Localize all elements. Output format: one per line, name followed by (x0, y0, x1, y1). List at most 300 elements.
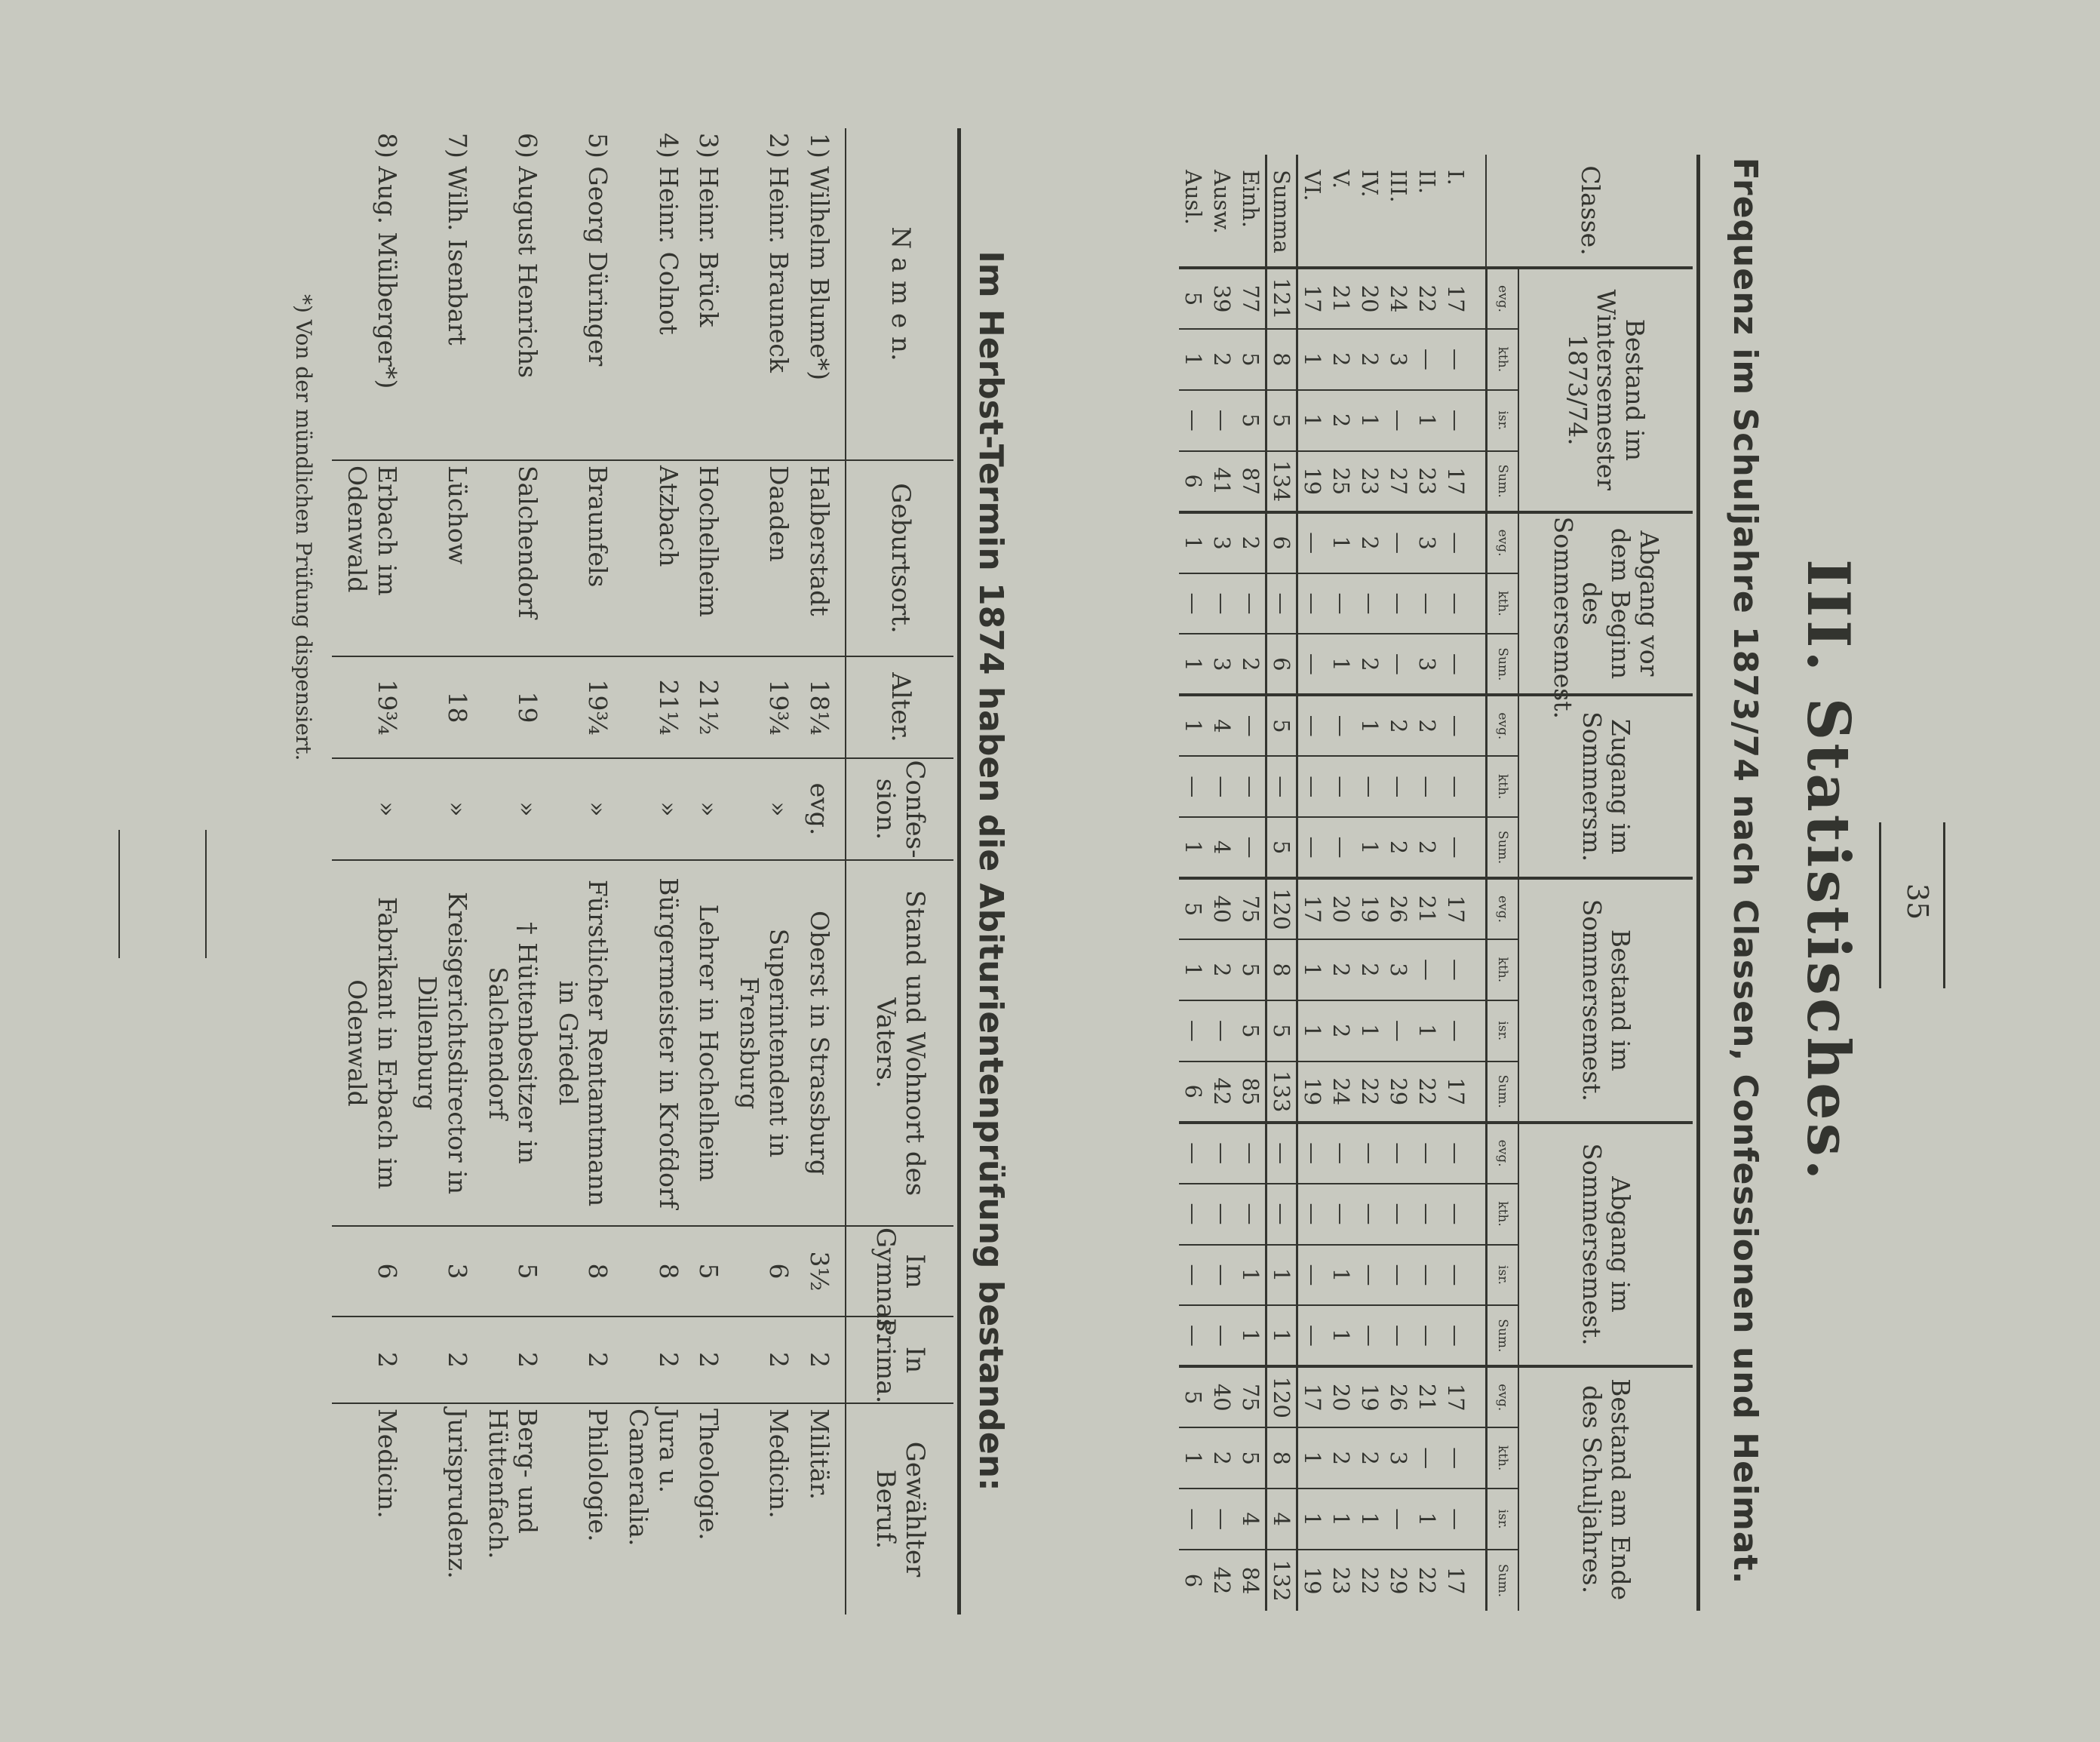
table-cell: — (1355, 1245, 1384, 1306)
page-number: 35 (1901, 883, 1934, 920)
table-cell: 2 (1327, 939, 1355, 1000)
abitur-cell-name: 4) Heinr. Colnot (612, 128, 683, 460)
frequency-table-body (1179, 155, 1487, 1611)
table-cell: — (1355, 1123, 1384, 1184)
table-cell: — (1208, 1184, 1236, 1245)
table-cell: — (1236, 756, 1266, 817)
table-cell: 21 (1413, 1366, 1441, 1427)
table-cell: — (1441, 1305, 1487, 1366)
table-cell: 1 (1355, 695, 1384, 756)
abitur-row (612, 128, 683, 1614)
abitur-cell-beruf: Berg- und Hüttenfach. (483, 1409, 543, 1559)
table-cell: 1 (1355, 817, 1384, 878)
table-cell: 75 (1236, 878, 1266, 939)
table-cell: 5 (1266, 390, 1297, 451)
table-cell: 1 (1327, 512, 1355, 573)
table-cell: — (1384, 390, 1413, 451)
table-cell: — (1355, 1305, 1384, 1366)
abitur-cell-conf: » (683, 758, 724, 860)
abitur-cell-ort: Erbach im Odenwald (332, 460, 402, 656)
abitur-cell-gym: 6 (332, 1226, 402, 1316)
abitur-row (723, 128, 794, 1614)
table-cell: 3 (1413, 634, 1441, 695)
table-cell: — (1266, 1123, 1297, 1184)
sub-header-Sum: Sum. (1487, 1550, 1519, 1611)
row-label: Summa (1266, 155, 1297, 268)
table-cell: 120 (1266, 1366, 1297, 1427)
table-cell: 5 (1179, 1366, 1208, 1427)
abitur-row (332, 128, 402, 1614)
table-cell: 8 (1266, 939, 1297, 1000)
table-cell: 5 (1179, 878, 1208, 939)
table-cell: 42 (1209, 1566, 1235, 1595)
table-row (1208, 155, 1236, 1611)
table-cell: — (1413, 1184, 1441, 1245)
abitur-cell-vater: Oberst in Strassburg (794, 860, 846, 1226)
abitur-cell-name: 6) August Henrichs (472, 128, 542, 460)
sub-header-Sum: Sum. (1487, 1305, 1519, 1366)
abitur-cell-ort: Halberstadt (794, 460, 846, 656)
footer-rule (205, 830, 207, 958)
table-cell: 26 (1384, 878, 1413, 939)
table-cell: — (1327, 573, 1355, 634)
table-cell: 23 (1328, 1566, 1354, 1595)
abitur-header-beruf: Gewählter Beruf. (846, 1403, 953, 1614)
table-cell: — (1441, 1489, 1487, 1550)
table-cell: — (1327, 756, 1355, 817)
table-cell: — (1297, 573, 1328, 634)
table-cell: — (1327, 695, 1355, 756)
table-cell: 2 (1327, 1000, 1355, 1061)
table-cell: 1 (1413, 390, 1441, 451)
table-cell: — (1208, 1245, 1236, 1306)
abitur-cell-conf: » (723, 758, 794, 860)
table-cell: — (1179, 1184, 1208, 1245)
table-cell: — (1266, 573, 1297, 634)
abitur-cell-beruf: Medicin. (764, 1409, 794, 1519)
abitur-cell-vater: Lehrer in Hochelheim (683, 860, 724, 1226)
abitur-cell-prima: 2 (683, 1316, 724, 1403)
table-cell: 132 (1266, 1550, 1297, 1611)
table-cell: — (1384, 634, 1413, 695)
table-cell: 19 (1355, 878, 1384, 939)
table-cell: 84 (1238, 1566, 1263, 1595)
abitur-cell-alter: 19¾ (542, 656, 612, 758)
table-cell: 40 (1208, 878, 1236, 939)
abitur-heading: Im Herbst-Termin 1874 haben die Abiturientenprüfung bestanden: (972, 250, 1010, 1492)
table-cell: — (1441, 1184, 1487, 1245)
section-heading: III. Statistisches. (1794, 559, 1862, 1183)
table-cell: — (1208, 1000, 1236, 1061)
table-cell: — (1327, 1123, 1355, 1184)
abitur-row (472, 128, 542, 1614)
table-cell: 1 (1327, 1245, 1355, 1306)
table-cell: 2 (1355, 939, 1384, 1000)
sub-header-evg: evg. (1487, 1366, 1519, 1427)
sub-header-kth: kth. (1487, 1184, 1519, 1245)
table-cell: — (1441, 1123, 1487, 1184)
abitur-cell-conf: » (542, 758, 612, 860)
table-row (1441, 155, 1487, 1611)
table-cell: — (1384, 573, 1413, 634)
abitur-cell-vater: Fürstlicher Rentamtmann in Griedel (542, 860, 612, 1226)
abitur-cell-vater: Bürgermeister in Krofdorf (612, 860, 683, 1226)
abitur-cell-ort: Braunfels (542, 460, 612, 656)
abitur-row (542, 128, 612, 1614)
table-cell: — (1413, 1305, 1441, 1366)
table-cell: 75 (1236, 1366, 1266, 1427)
table-cell: 5 (1236, 939, 1266, 1000)
abitur-cell-prima: 2 (472, 1316, 542, 1403)
table-cell: 3 (1384, 1427, 1413, 1489)
table-cell: 5 (1236, 329, 1266, 390)
table-row (1179, 155, 1208, 1611)
table-cell: 42 (1208, 1061, 1236, 1123)
table-cell: — (1413, 939, 1441, 1000)
header-bestand-ende: Bestand am Ende des Schuljahres. (1518, 1366, 1693, 1611)
table-cell: 25 (1327, 451, 1355, 512)
table-cell: 1 (1327, 1489, 1355, 1550)
table-cell: — (1179, 1489, 1208, 1550)
table-cell: — (1179, 1305, 1208, 1366)
table-cell: 2 (1355, 329, 1384, 390)
table-cell: 5 (1236, 1427, 1266, 1489)
table-cell: 2 (1327, 1427, 1355, 1489)
table-cell: — (1297, 634, 1328, 695)
table-cell: 2 (1384, 817, 1413, 878)
sub-header-kth: kth. (1487, 329, 1519, 390)
table-cell: — (1208, 1123, 1236, 1184)
table-cell: 2 (1236, 634, 1266, 695)
table-cell: — (1208, 1305, 1236, 1366)
abitur-cell-gym: 3 (402, 1226, 472, 1316)
header-abgang-sommer: Abgang im Sommersemest. (1518, 1123, 1693, 1367)
abitur-cell-alter: 21½ (683, 656, 724, 758)
abitur-cell-conf: » (332, 758, 402, 860)
table-cell: 1 (1179, 1427, 1208, 1489)
sub-header-evg: evg. (1487, 695, 1519, 756)
abitur-cell-alter: 19¾ (332, 656, 402, 758)
row-label: III. (1384, 155, 1413, 268)
sub-header-kth: kth. (1487, 1427, 1519, 1489)
table-cell: 4 (1236, 1489, 1266, 1550)
table-cell: — (1208, 1489, 1236, 1550)
table-cell: 77 (1236, 268, 1266, 329)
sub-header-Sum: Sum. (1487, 634, 1519, 695)
abitur-cell-beruf: Militär. (805, 1409, 834, 1501)
table-cell: 21 (1413, 878, 1441, 939)
table-cell: 4 (1208, 695, 1236, 756)
header-bestand-sommer: Bestand im Sommersemest. (1518, 878, 1693, 1123)
table-cell: 19 (1297, 451, 1328, 512)
table-cell: 5 (1266, 817, 1297, 878)
table-cell: 17 (1441, 1061, 1487, 1123)
sub-header-kth: kth. (1487, 573, 1519, 634)
table-cell: 1 (1266, 1245, 1297, 1306)
abitur-cell-ort: Lüchow (402, 460, 472, 656)
abitur-header-alter: Alter. (846, 656, 953, 758)
abitur-cell-beruf: Philologie. (583, 1409, 613, 1542)
sub-header-Sum: Sum. (1487, 451, 1519, 512)
table-cell: — (1236, 1184, 1266, 1245)
table-cell: 87 (1236, 451, 1266, 512)
table-cell: — (1413, 1123, 1441, 1184)
abitur-cell-beruf: Medicin. (372, 1409, 402, 1519)
row-label: Ausw. (1208, 155, 1236, 268)
table-cell: — (1179, 573, 1208, 634)
table-cell: 17 (1297, 878, 1328, 939)
table-cell: — (1441, 634, 1487, 695)
table-cell: — (1179, 756, 1208, 817)
table-cell: 24 (1327, 1061, 1355, 1123)
table-cell: — (1355, 756, 1384, 817)
table-cell: — (1413, 756, 1441, 817)
table-cell: 22 (1414, 1566, 1440, 1595)
table-cell: 3 (1413, 512, 1441, 573)
table-cell: — (1441, 1000, 1487, 1061)
table-cell: 1 (1179, 817, 1208, 878)
table-cell: 2 (1236, 512, 1266, 573)
table-cell: 1 (1179, 329, 1208, 390)
table-cell: 3 (1208, 512, 1236, 573)
table-cell: — (1236, 1123, 1266, 1184)
table-cell: — (1384, 1305, 1413, 1366)
sub-header-isr: isr. (1487, 1000, 1519, 1061)
table-cell: 1 (1179, 634, 1208, 695)
table-cell: — (1297, 1245, 1328, 1306)
abitur-cell-name: 8) Aug. Mülberger*) (332, 128, 402, 460)
table-cell: 22 (1413, 268, 1441, 329)
table-cell: 2 (1384, 695, 1413, 756)
table-row (1355, 155, 1384, 1611)
table-cell: 40 (1208, 1366, 1236, 1427)
table-cell: 2 (1327, 390, 1355, 451)
table-cell: — (1236, 817, 1266, 878)
table-cell: 5 (1266, 1000, 1297, 1061)
table-cell: 6 (1266, 512, 1297, 573)
sub-header-evg: evg. (1487, 878, 1519, 939)
abitur-cell-gym: 8 (612, 1226, 683, 1316)
row-label: IV. (1355, 155, 1384, 268)
table-cell: — (1441, 329, 1487, 390)
table-cell: 20 (1327, 878, 1355, 939)
table-row (1384, 155, 1413, 1611)
abitur-cell-alter: 19¾ (723, 656, 794, 758)
row-label: I. (1441, 155, 1487, 268)
row-label: V. (1327, 155, 1355, 268)
table-cell: 133 (1266, 1061, 1297, 1123)
table-cell: — (1297, 756, 1328, 817)
abitur-table-body (332, 128, 846, 1614)
table-cell: — (1355, 1184, 1384, 1245)
sub-header-isr: isr. (1487, 390, 1519, 451)
table-cell: 8 (1266, 1427, 1297, 1489)
table-cell: 3 (1208, 634, 1236, 695)
abitur-cell-conf: evg. (794, 758, 846, 860)
table-cell: 17 (1441, 878, 1487, 939)
table-cell: — (1441, 573, 1487, 634)
abitur-cell-prima: 2 (612, 1316, 683, 1403)
table-cell: 5 (1236, 1000, 1266, 1061)
abitur-cell-name: 5) Georg Düringer (542, 128, 612, 460)
abitur-cell-alter: 21¼ (612, 656, 683, 758)
abitur-cell-prima: 2 (542, 1316, 612, 1403)
row-label: Einh. (1236, 155, 1266, 268)
table-cell: — (1327, 817, 1355, 878)
table-cell: — (1179, 1000, 1208, 1061)
table-cell: 22 (1357, 1566, 1383, 1595)
abitur-cell-alter: 19 (472, 656, 542, 758)
abitur-cell-prima: 2 (794, 1316, 846, 1403)
table-cell: 1 (1355, 1000, 1384, 1061)
table-cell: 41 (1208, 451, 1236, 512)
table-cell: — (1441, 695, 1487, 756)
table-cell: 121 (1266, 268, 1297, 329)
abitur-header-gymnas: Im Gymnas. (846, 1226, 953, 1316)
table-cell: — (1297, 695, 1328, 756)
table-cell: — (1297, 512, 1328, 573)
abitur-cell-ort: Hochelheim (683, 460, 724, 656)
table-cell: 2 (1413, 695, 1441, 756)
table-cell: — (1384, 1123, 1413, 1184)
table-cell: 2 (1327, 329, 1355, 390)
sub-header-Sum: Sum. (1487, 817, 1519, 878)
footnote: *) Von der mündlichen Prüfung dispensiert. (291, 294, 316, 761)
table-cell: — (1236, 573, 1266, 634)
abitur-cell-name: 3) Heinr. Brück (683, 128, 724, 460)
table-cell: — (1355, 573, 1384, 634)
table-cell: 1 (1327, 1305, 1355, 1366)
abitur-cell-vater: Kreisgerichtsdirector in Dillenburg (402, 860, 472, 1226)
sub-header-evg: evg. (1487, 268, 1519, 329)
table-cell: 1 (1355, 390, 1384, 451)
table-cell: 1 (1297, 1489, 1328, 1550)
table-cell: 22 (1355, 1061, 1384, 1123)
table-cell: 22 (1413, 1061, 1441, 1123)
table-cell: — (1179, 390, 1208, 451)
table-cell: 19 (1300, 1566, 1325, 1595)
abitur-cell-prima: 2 (332, 1316, 402, 1403)
sub-header-evg: evg. (1487, 512, 1519, 573)
table-cell: 1 (1236, 1245, 1266, 1306)
table-cell: — (1413, 1245, 1441, 1306)
abitur-cell-vater: Fabrikant in Erbach im Odenwald (332, 860, 402, 1226)
table-cell: — (1236, 695, 1266, 756)
table-cell: 27 (1384, 451, 1413, 512)
abitur-cell-name: 2) Heinr. Brauneck (723, 128, 794, 460)
table-cell: — (1327, 1184, 1355, 1245)
table-cell: — (1441, 390, 1487, 451)
table-top-rule (1696, 155, 1700, 1611)
row-label: VI. (1297, 155, 1328, 268)
table-cell: 24 (1384, 268, 1413, 329)
abitur-cell-ort: Salchendorf (472, 460, 542, 656)
row-label: II. (1413, 155, 1441, 268)
table-cell: 2 (1208, 329, 1236, 390)
table-cell: — (1384, 1000, 1413, 1061)
sub-header-isr: isr. (1487, 1489, 1519, 1550)
table-cell: 2 (1355, 512, 1384, 573)
table-cell: 1 (1179, 695, 1208, 756)
table-cell: 2 (1208, 939, 1236, 1000)
frequency-table (1179, 155, 1693, 1611)
abitur-cell-alter: 18 (402, 656, 472, 758)
abitur-cell-beruf: Jura u. Cameralia. (624, 1409, 683, 1547)
table-row (1327, 155, 1355, 1611)
table-cell: — (1297, 1123, 1328, 1184)
abitur-cell-vater: Superintendent in Frensburg (723, 860, 794, 1226)
header-zugang-sommer: Zugang im Sommersm. (1518, 695, 1693, 878)
table-cell: — (1179, 1123, 1208, 1184)
table-cell: 20 (1327, 1366, 1355, 1427)
table-cell: 8 (1266, 329, 1297, 390)
table-cell: 85 (1236, 1061, 1266, 1123)
table-cell: 6 (1179, 1061, 1208, 1123)
table-cell: — (1384, 1245, 1413, 1306)
table-cell: — (1384, 756, 1413, 817)
table-cell: 1 (1297, 1000, 1328, 1061)
table-cell: 2 (1355, 1427, 1384, 1489)
table-cell: 2 (1208, 1427, 1236, 1489)
abitur-cell-beruf: Theologie. (694, 1409, 724, 1541)
page-number-rule-lower (1879, 822, 1881, 988)
abitur-header-vater: Stand und Wohnort des Vaters. (846, 860, 953, 1226)
table-cell: — (1179, 1245, 1208, 1306)
table-cell: 19 (1355, 1366, 1384, 1427)
table-cell: 29 (1384, 1061, 1413, 1123)
sub-header-Sum: Sum. (1487, 1061, 1519, 1123)
table-cell: — (1413, 329, 1441, 390)
table-cell: 120 (1266, 878, 1297, 939)
abitur-cell-gym: 5 (683, 1226, 724, 1316)
table-cell: 26 (1384, 1366, 1413, 1427)
abitur-header-confession: Confes-sion. (846, 758, 953, 860)
abitur-cell-conf: » (612, 758, 683, 860)
abitur-cell-prima: 2 (723, 1316, 794, 1403)
table-cell: — (1441, 512, 1487, 573)
table-cell: 21 (1327, 268, 1355, 329)
sub-header-kth: kth. (1487, 756, 1519, 817)
header-classe: Classe. (1487, 155, 1693, 268)
page-number-rule (1943, 822, 1945, 988)
table-cell: — (1384, 1184, 1413, 1245)
table-cell: 17 (1443, 1566, 1469, 1595)
table-row (1266, 155, 1297, 1611)
table-cell: 1 (1266, 1305, 1297, 1366)
abitur-row (402, 128, 472, 1614)
sub-header-row (1487, 155, 1519, 1611)
table-cell: — (1208, 756, 1236, 817)
table-cell: — (1208, 390, 1236, 451)
table-cell: 1 (1297, 390, 1328, 451)
header-abgang-vor-sommer: Abgang vor dem Beginn des Sommersemest. (1518, 512, 1693, 696)
table-cell: 17 (1441, 268, 1487, 329)
table-cell: 6 (1179, 451, 1208, 512)
table-cell: — (1441, 939, 1487, 1000)
abitur-table (332, 128, 953, 1614)
table-cell: — (1413, 573, 1441, 634)
abitur-cell-prima: 2 (402, 1316, 472, 1403)
abitur-cell-ort: Atzbach (612, 460, 683, 656)
table-cell: 5 (1179, 268, 1208, 329)
table-cell: 2 (1355, 634, 1384, 695)
table-cell: 3 (1384, 329, 1413, 390)
table-cell: 23 (1355, 451, 1384, 512)
table-cell: 134 (1266, 451, 1297, 512)
table-cell: 17 (1297, 1366, 1328, 1427)
table-cell: — (1413, 1427, 1441, 1489)
table-cell: 17 (1441, 451, 1487, 512)
